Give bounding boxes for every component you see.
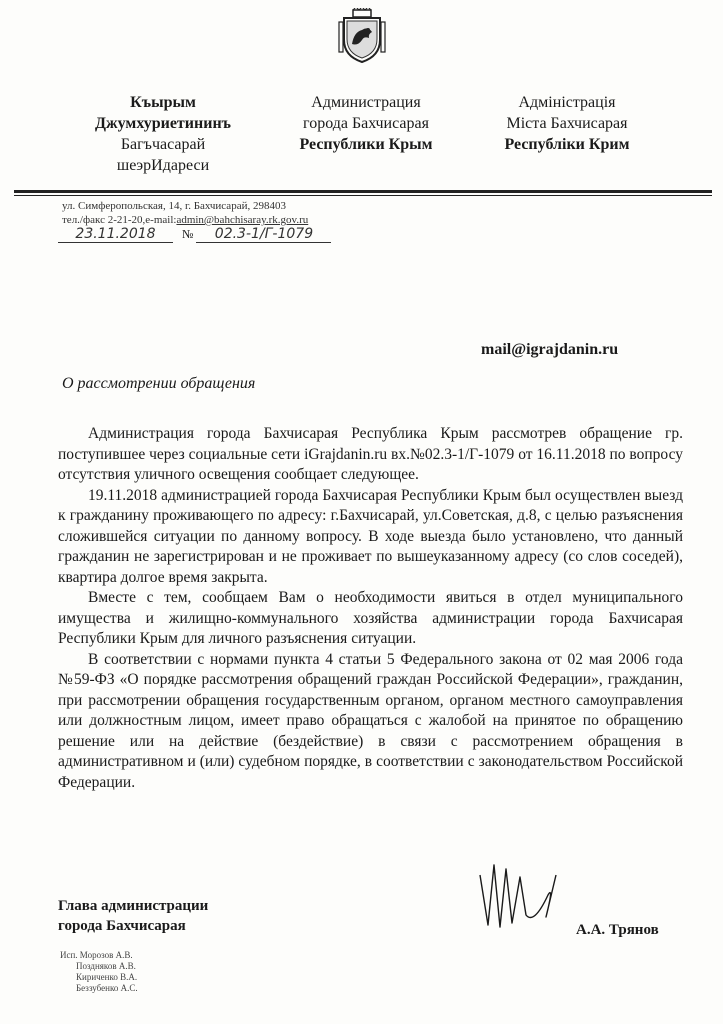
body-paragraph-2: 19.11.2018 администрацией города Бахчисарая Республики Крым был осуществлен выезд к гражданину проживающего по адресу: г.Бахчисарай, ул.Советская, д.8, с целью разъяснения сложившейся ситуации по данному вопросу. В ходе выезда было установлено, что данный гражданин не зарегистрирован и не проживает по вышеуказанному адресу (со слов соседей), квартира долгое время закрыта. (58, 486, 683, 586)
signatory-title-line-2: города Бахчисарая (58, 918, 186, 934)
letter-body (58, 424, 683, 793)
executor-3: Кириченко В.А. (76, 972, 138, 982)
header-left-line-1: Къырым (130, 94, 196, 111)
header-right-line-3: Республіки Крим (504, 136, 630, 153)
header-center-line-2: города Бахчисарая (303, 115, 429, 132)
address-phone-fax: тел./факс 2-21-20,e-mail: (62, 214, 177, 226)
handwritten-signature (470, 855, 570, 945)
header-left-crimean-tatar (78, 92, 248, 176)
body-paragraph-1: Администрация города Бахчисарая Республика Крым рассмотрев обращение гр. поступившее через социальные сети iGrajdanin.ru вх.№02.3-1/Г-1079 от 16.11.2018 по вопросу отсутствия уличного освещения сообщает следующее. (58, 425, 683, 483)
header-right-ukrainian (482, 92, 652, 155)
outgoing-reference (58, 226, 331, 243)
header-center-line-3: Республики Крым (299, 136, 433, 153)
address-email-link[interactable]: admin@bahchisaray.rk.gov.ru (176, 214, 309, 226)
header-divider-thick (14, 190, 712, 193)
header-divider-thin (14, 195, 712, 196)
signatory-title-line-1: Глава администрации (58, 898, 209, 914)
executor-4: Беззубенко А.С. (76, 983, 138, 993)
recipient-email: mail@igrajdanin.ru (481, 341, 619, 358)
signatory-name: А.А. Трянов (576, 922, 659, 938)
address-line-1: ул. Симферопольская, 14, г. Бахчисарай, 298403 (62, 200, 286, 212)
executor-2: Поздняков А.В. (76, 961, 136, 971)
executors-list (60, 950, 138, 994)
outgoing-number: 02.3-1/Г-1079 (196, 226, 331, 243)
body-paragraph-4: В соответствии с нормами пункта 4 статьи 5 Федерального закона от 02 мая 2006 года №59-ФЗ «О порядке рассмотрения обращений граждан Российской Федерации», гражданин, при рассмотрении обращения государственным органом, органом местного самоуправления или должностным лицом, имеет право обращаться с жалобой на принятое по обращению решение или на действие (бездействие) в связи с рассмотрением обращения в административном и (или) судебном порядке, в соответствии с законодательством Российской Федерации. (58, 650, 683, 791)
executor-1: Исп. Морозов А.В. (60, 950, 133, 960)
outgoing-number-sign: № (182, 227, 194, 241)
header-right-line-1: Адміністрація (518, 94, 616, 111)
header-left-line-4: шеэрИдареси (116, 157, 210, 174)
body-paragraph-3: Вместе с тем, сообщаем Вам о необходимости явиться в отдел муниципального имущества и жилищно-коммунального хозяйства администрации города Бахчисарая Республики Крым для личного разъяснения ситуации. (58, 589, 683, 647)
header-center-russian (276, 92, 456, 155)
signatory-title (58, 896, 208, 936)
letter-subject: О рассмотрении обращения (62, 375, 256, 392)
outgoing-date: 23.11.2018 (58, 226, 173, 243)
header-left-line-3: Багъчасарай (120, 136, 206, 153)
header-center-line-1: Администрация (311, 94, 421, 111)
coat-of-arms-emblem (338, 8, 386, 64)
header-right-line-2: Міста Бахчисарая (506, 115, 628, 132)
header-left-line-2: Джумхуриетининъ (95, 115, 231, 132)
